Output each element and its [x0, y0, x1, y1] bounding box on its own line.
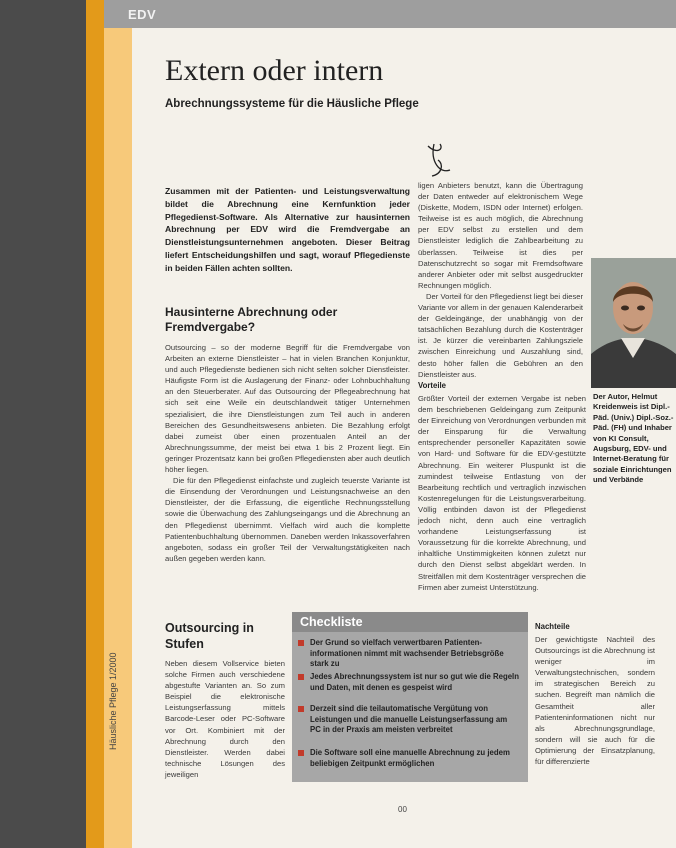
- author-photo: [591, 258, 676, 388]
- square-bullet-icon: [298, 674, 304, 680]
- page-number: 00: [398, 805, 407, 814]
- checklist-item-text: Der Grund so vielfach verwertbaren Patienten-informationen nimmt mit wachsender Betriebsgröße stark zu: [310, 638, 504, 669]
- checklist-item: [298, 704, 520, 736]
- section2-paragraph-1: Neben diesem Vollservice bieten solche Firmen auch verschiedene abgestufte Varianten an. So zum Beispiel die elektronische Leistungserfassung mittels Barcode-Leser oder PC-Software vor Ort. Kombiniert mit der Abrechnung durch den Dienstleister. Werden dabei technische Lösungen des jeweiligen: [165, 659, 285, 779]
- section1-paragraph-1: Outsourcing – so der moderne Begriff für die Fremdvergabe von Arbeiten an externe Dienstleister – hat in vielen Branchen Konjunktur, und auch Pflegedienste bedienen sich nicht selten solcher Dienstleister. Häufigste Form ist die Auslagerung der Finanz- oder Lohnbuchhaltung an den Steuerberater. Auf das Outsourcing der Pflegeabrechnung hat sich seit eine Weile ein deutschlandweit tätiger Unternehmen spezialisiert, die ihre Dienstleistungen zum Teil auch in anderen Bereichen des Gesundheitswesens anbieten. Die Bezahlung erfolgt dabei zumeist über einen prozentualen Anteil an der Abrechnungssumme, der meist bei etwa 1 bis 2 Prozent liegt. Ein geringer Prozentsatz kann bei großen Pflegediensten aber auch deutlich höher liegen.: [165, 343, 410, 475]
- checklist-item: [298, 748, 520, 769]
- col2-paragraph-1: ligen Anbieters benutzt, kann die Übertragung der Daten entweder auf elektronischem Wege (Diskette, Modem, ISDN oder Internet) erfolgen. Teilweise ist es auch möglich, die Abrechnung per EDV selbst zu erstellen und dem Dienstleister lediglich die Zahlbearbeitung zu überlassen. Teilweise ist dies per Datenschutzrecht so sogar mit Fremdsoftware anderer Anbieter oder mit selbst ausgedruckter Rechnungen möglich.: [418, 181, 583, 290]
- handwritten-mark-icon: [420, 140, 460, 180]
- col2-paragraph-2: Der Vorteil für den Pflegedienst liegt bei dieser Variante vor allem in der genauen Kalenderarbeit der Geldeingänge, der unabhängig von der tatsächlichen Bezahlung durch die Kostenträger ist. Je kürzer die vereinbarten Zahlungsziele zwischen Einreichung und Auszahlung sind, desto höher fallen die Gebühren an den Dienstleister aus.: [418, 291, 583, 379]
- checklist-item-text: Derzeit sind die teilautomatische Vergütung von Leistungen und die manuelle Leistungserfassung am PC in der Praxis am meisten verbreitet: [310, 704, 508, 735]
- journal-spine: [108, 620, 128, 750]
- section-header-strip: [104, 0, 676, 28]
- col2-top-body: [418, 180, 583, 380]
- author-portrait-icon: [591, 258, 676, 388]
- vorteile-body: [418, 393, 586, 593]
- nachteile-paragraph: Der gewichtigste Nachteil des Outsourcings ist die Abrechnung ist weniger im Verwaltungstechnischen, sondern im strategischen Bereich zu suchen. Begreift man nämlich die Gesamtheit aller Patienteninformationen nicht nur als Abrechnungsgrundlage, sondern will sie auch für die Optimierung der Einsatzplanung, für differenzierte: [535, 635, 655, 767]
- vorteile-heading: Vorteile: [418, 381, 447, 390]
- journal-citation: Häusliche Pflege 1/2000: [108, 652, 118, 750]
- nachteile-heading: Nachteile: [535, 622, 570, 631]
- square-bullet-icon: [298, 750, 304, 756]
- nachteile-body: [535, 634, 655, 767]
- section-label: EDV: [128, 7, 157, 22]
- checklist-item-text: Jedes Abrechnungssystem ist nur so gut wie die Regeln und Daten, mit denen es gespeist wird: [310, 672, 519, 692]
- article-lead: Zusammen mit der Patienten- und Leistungsverwaltung bildet die Abrechnung eine Kernfunktion jeder Pflegedienst-Software. Als Alternative zur hausinternen Abrechnung per EDV wird die Fremdvergabe an Dienstleistungsunternehmen angeboten. Dieser Beitrag liefert Entscheidungshilfen und sagt, worauf Pflegedienste in beiden Fällen achten sollten.: [165, 186, 410, 273]
- square-bullet-icon: [298, 640, 304, 646]
- orange-margin-bar: [86, 0, 104, 848]
- checklist-item-text: Die Software soll eine manuelle Abrechnung zu jedem beliebigen Zeitpunkt ermöglichen: [310, 748, 510, 768]
- checklist-title: Checkliste: [300, 615, 363, 629]
- checklist-box: [292, 612, 528, 782]
- author-caption: Der Autor, Helmut Kreidenweis ist Dipl.-Päd. (Univ.) Dipl.-Soz.-Päd. (FH) und Inhaber von KI Consult, Augsburg, EDV- und Internet-Beratung für soziale Einrichtungen und Verbände: [593, 392, 674, 485]
- section2-body: [165, 658, 285, 780]
- article-subtitle: Abrechnungssysteme für die Häusliche Pflege: [165, 98, 419, 110]
- checklist-item: [298, 638, 520, 670]
- checklist-header: [292, 612, 528, 632]
- square-bullet-icon: [298, 706, 304, 712]
- article-title: Extern oder intern: [165, 54, 384, 87]
- section1-heading: Hausinterne Abrechnung oder Fremdvergabe?: [165, 305, 338, 334]
- section1-paragraph-2: Die für den Pflegedienst einfachste und zugleich teuerste Variante ist die Einsendung der Verordnungen und Leistungsnachweise an den Dienstleister, der die Erfassung, die eigentliche Rechnungsstellung sowie die Überwachung des Zahlungseingangs und die Abrechnung an den Pflegedienst übernimmt. Vielfach wird auch die komplette Patientenbuchhaltung übernommen. Daneben werden Inkassoverfahren angeboten, sodass ein großer Teil der Verwaltungstätigkeiten nach außen gegeben werden kann.: [165, 476, 410, 563]
- vorteile-paragraph: Größter Vorteil der externen Vergabe ist neben dem beschriebenen Geldeingang zum Zeitpunkt der Einreichung von Verordnungen verbunden mit der Einsparung für die Verwaltung entsprechender personeller Kapazitäten sowie von Hard- und Software für die EDV-gestützte Abrechnung. Ein weiterer Pluspunkt ist die zumindest teilweise Entlastung von der Bearbeitung rechtlich und vertraglich inzwischen Kostenregelungen für die Leistungsverarbeitung. Völlig entbinden davon ist der Pflegedienst jedoch nicht, denn auch eine vertraglich vorhandene Leistungserfassung ist Voraussetzung für die korrekte Abrechnung, und inhaltliche Unstimmigkeiten können zuletzt nur durch den Dienst selbst abgeklärt werden. In Streitfällen mit dem Kostenträger versprechen die Firmen aber zumeist Unterstützung.: [418, 394, 586, 592]
- section1-body: [165, 342, 410, 564]
- section2-heading: Outsourcing in Stufen: [165, 621, 254, 651]
- checklist-item: [298, 672, 520, 693]
